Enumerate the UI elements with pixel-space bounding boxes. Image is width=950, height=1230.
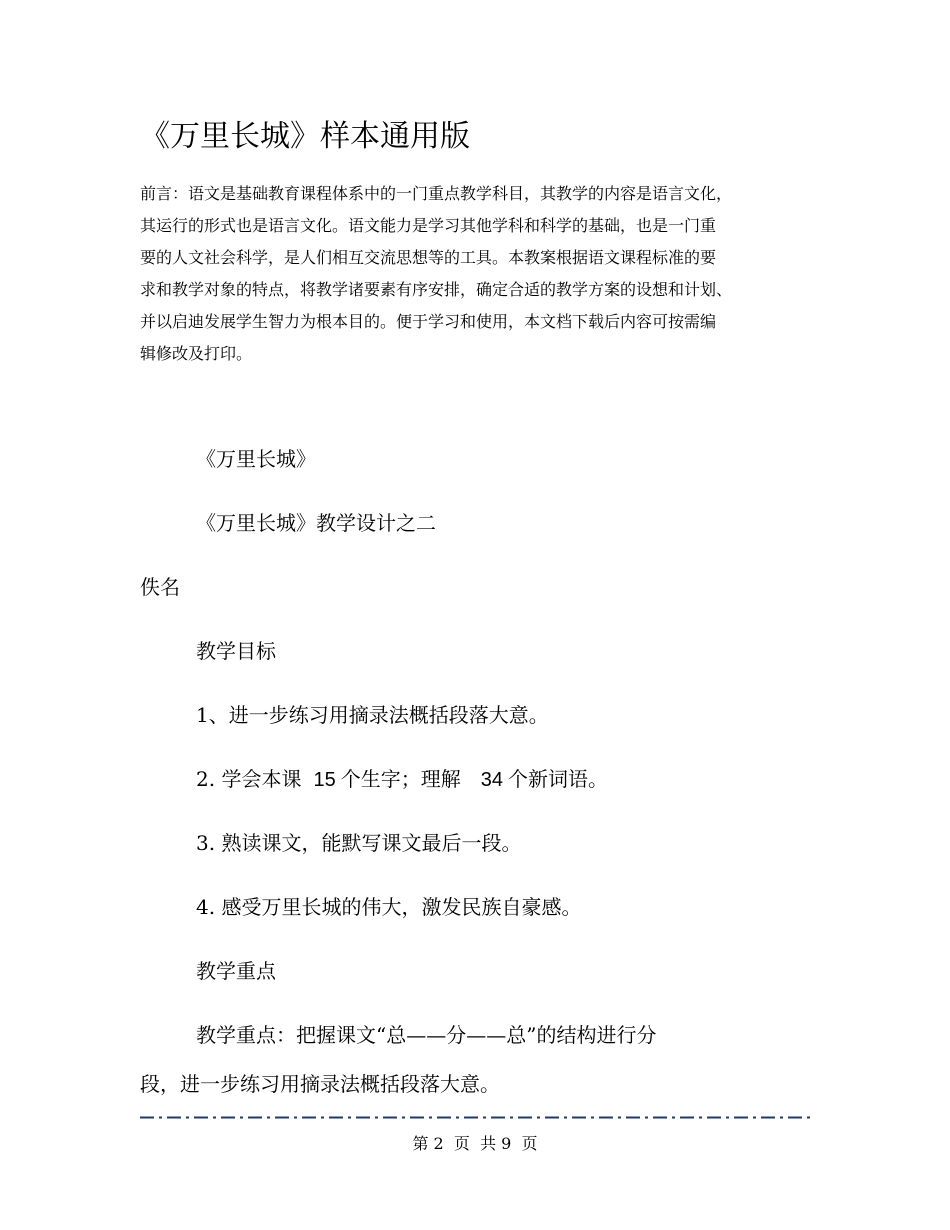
preface-line: 其运行的形式也是语言文化。语文能力是学习其他学科和科学的基础，也是一门重 bbox=[140, 216, 717, 235]
section-heading-key: 教学重点 bbox=[196, 959, 276, 983]
preface-line: 辑修改及打印。 bbox=[140, 344, 253, 363]
goal-2-number-2: 34 bbox=[480, 769, 503, 791]
goal-item-4: 4. 感受万里长城的伟大，激发民族自豪感。 bbox=[196, 895, 582, 919]
preface-line: 要的人文社会科学，是人们相互交流思想等的工具。本教案根据语文课程标准的要 bbox=[140, 248, 717, 267]
page-number: 第 2 页 共 9 页 bbox=[412, 1134, 538, 1153]
key-point-line-2: 段，进一步练习用摘录法概括段落大意。 bbox=[140, 1072, 500, 1096]
goal-2-text-c: 个新词语。 bbox=[507, 767, 608, 791]
preface-line: 前言：语文是基础教育课程体系中的一门重点教学科目，其教学的内容是语言文化， bbox=[140, 184, 733, 203]
heading-design: 《万里长城》教学设计之二 bbox=[196, 511, 436, 535]
goal-2-number-1: 15 bbox=[313, 769, 336, 791]
preface-line: 求和教学对象的特点，将教学诸要素有序安排，确定合适的教学方案的设想和计划、 bbox=[140, 280, 733, 299]
goal-2-text-a: 2. 学会本课 bbox=[196, 767, 302, 791]
goal-2-text-b: 个生字；理解 bbox=[340, 767, 461, 791]
author: 佚名 bbox=[140, 575, 180, 599]
section-heading-goals: 教学目标 bbox=[196, 639, 276, 663]
document-title: 《万里长城》样本通用版 bbox=[140, 119, 470, 154]
heading-lesson: 《万里长城》 bbox=[196, 447, 316, 471]
preface-line: 并以启迪发展学生智力为根本目的。便于学习和使用，本文档下载后内容可按需编 bbox=[140, 312, 717, 331]
goal-item-2 bbox=[196, 763, 608, 796]
footer-divider bbox=[140, 1116, 810, 1119]
key-point-line-1: 教学重点：把握课文“总——分——总”的结构进行分 bbox=[196, 1023, 657, 1047]
preface-paragraph bbox=[140, 178, 780, 370]
goal-item-3: 3. 熟读课文，能默写课文最后一段。 bbox=[196, 831, 522, 855]
goal-item-1: 1、进一步练习用摘录法概括段落大意。 bbox=[196, 703, 549, 727]
